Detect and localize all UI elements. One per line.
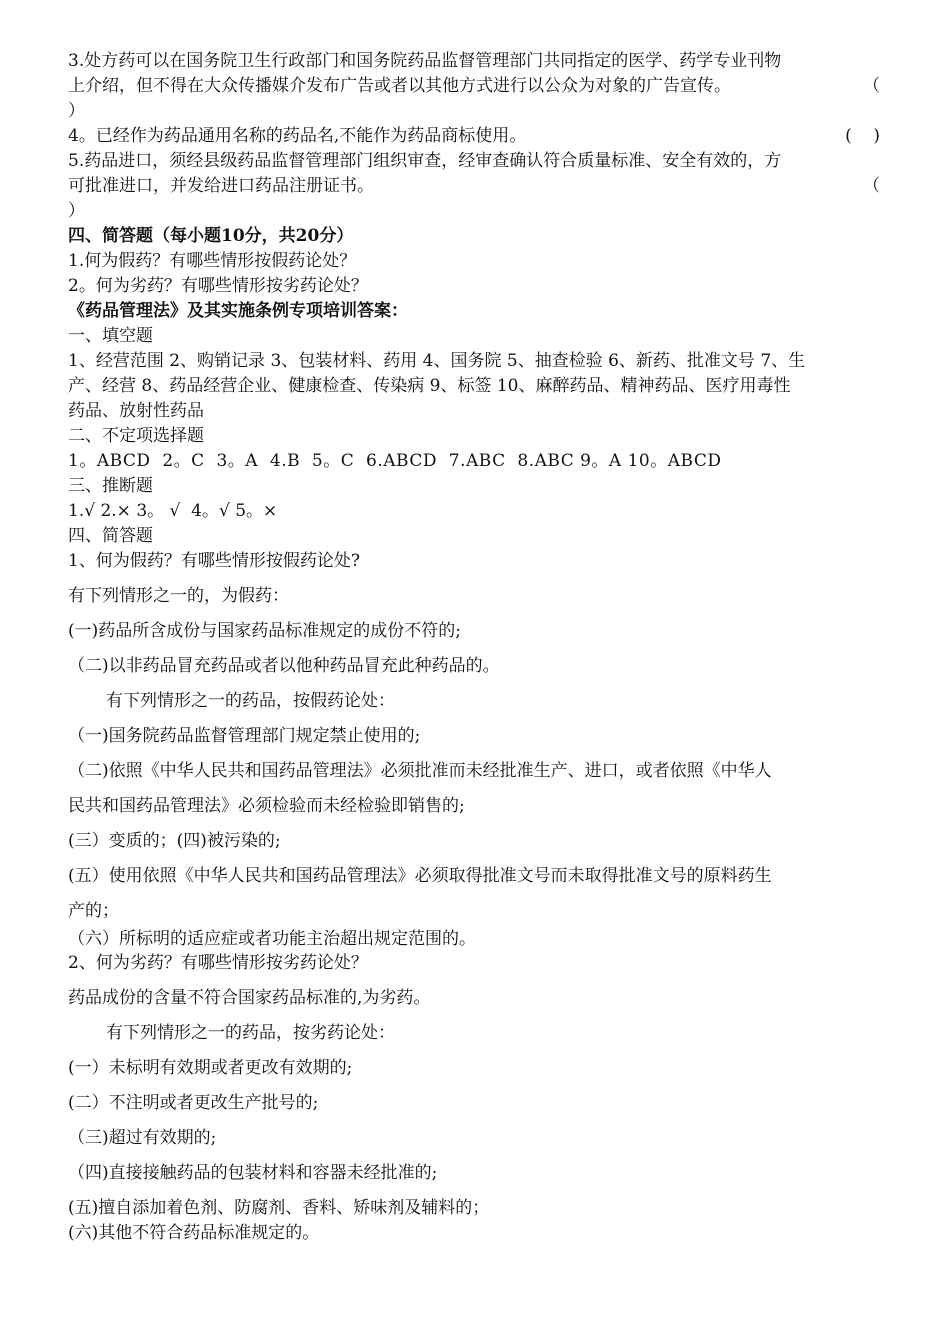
fill-answers-line2: 产、经营 8、药品经营企业、健康检查、传染病 9、标签 10、麻醉药品、精神药品、医疗用毒性 — [68, 376, 791, 396]
answer2-case2: (二）不注明或者更改生产批号的; — [68, 1093, 319, 1113]
short-answer-q2: 2。何为劣药？有哪些情形按劣药论处？ — [68, 276, 368, 296]
choice-answers: 1。ABCD 2。C 3。A 4.B 5。C 6.ABCD 7.ABC 8.ABC 9。A 10。ABCD — [68, 451, 722, 471]
tf-q4 — [68, 124, 880, 149]
answer1-case1: （一)国务院药品监督管理部门规定禁止使用的; — [68, 726, 421, 746]
short-answer-heading: 四、简答题（每小题10分，共20分） — [68, 226, 354, 246]
answer1-item1: (一)药品所含成份与国家药品标准规定的成份不符的; — [68, 621, 461, 641]
short-answer-q1: 1.何为假药？有哪些情形按假药论处？ — [68, 251, 357, 271]
answer1-item2: （二)以非药品冒充药品或者以他种药品冒充此种药品的。 — [68, 656, 500, 676]
tf-q5-line2 — [68, 174, 880, 199]
answer1-intro2: 有下列情形之一的药品，按假药论处： — [106, 691, 395, 711]
answer1-case5-line2: 产的； — [68, 901, 119, 921]
answer1-case5-line1: (五）使用依照《中华人民共和国药品管理法》必须取得批准文号而未取得批准文号的原料药生 — [68, 866, 772, 886]
answer2-case6: (六)其他不符合药品标准规定的。 — [68, 1223, 320, 1243]
answer2-question: 2、何为劣药？有哪些情形按劣药论处？ — [68, 953, 368, 973]
tf-q3-line2-text: 上介绍，但不得在大众传播媒介发布广告或者以其他方式进行以公众为对象的广告宣传。 — [68, 76, 731, 96]
answer1-question: 1、何为假药？有哪些情形按假药论处? — [68, 551, 360, 571]
answers-title: 《药品管理法》及其实施条例专项培训答案： — [68, 301, 408, 321]
answer1-case2-line2: 民共和国药品管理法》必须检验而未经检验即销售的; — [68, 796, 465, 816]
tf-q4-paren: ( ) — [845, 126, 880, 146]
answer2-case3: （三)超过有效期的; — [68, 1128, 217, 1148]
answer1-case6: （六）所标明的适应症或者功能主治超出规定范围的。 — [68, 929, 476, 949]
tf-q5-paren-open: （ — [863, 176, 880, 196]
tf-q5-line2-text: 可批准进口，并发给进口药品注册证书。 — [68, 176, 374, 196]
answer2-case1: (一）未标明有效期或者更改有效期的; — [68, 1058, 353, 1078]
tf-q3-line2 — [68, 74, 880, 99]
answer2-intro2: 有下列情形之一的药品，按劣药论处： — [106, 1023, 395, 1043]
answer1-intro: 有下列情形之一的，为假药： — [68, 586, 289, 606]
tf-q3-paren-close: ） — [68, 101, 85, 121]
tf-q3-line1: 3.处方药可以在国务院卫生行政部门和国务院药品监督管理部门共同指定的医学、药学专业刊物 — [68, 51, 782, 71]
answer2-intro: 药品成份的含量不符合国家药品标准的,为劣药。 — [68, 988, 431, 1008]
judge-answers: 1.√ 2.× 3。 √ 4。√ 5。× — [68, 501, 278, 521]
judge-heading: 三、推断题 — [68, 476, 153, 496]
fill-heading: 一、填空题 — [68, 326, 153, 346]
answer2-case4: （四)直接接触药品的包装材料和容器未经批准的; — [68, 1163, 438, 1183]
tf-q4-text: 4。已经作为药品通用名称的药品名,不能作为药品商标使用。 — [68, 126, 527, 146]
answer1-case2-line1: （二)依照《中华人民共和国药品管理法》必须批准而未经批准生产、进口，或者依照《中华人 — [68, 761, 772, 781]
short-heading: 四、简答题 — [68, 526, 153, 546]
answer1-case3-4: (三）变质的；(四)被污染的; — [68, 831, 281, 851]
tf-q5-paren-close: ） — [68, 201, 85, 221]
choice-heading: 二、不定项选择题 — [68, 426, 204, 446]
tf-q3-paren-open: （ — [863, 76, 880, 96]
answer2-case5: (五)擅自添加着色剂、防腐剂、香料、矫味剂及辅料的； — [68, 1198, 490, 1218]
tf-q5-line1: 5.药品进口，须经县级药品监督管理部门组织审查，经审查确认符合质量标准、安全有效的，方 — [68, 151, 782, 171]
fill-answers-line3: 药品、放射性药品 — [68, 401, 204, 421]
fill-answers-line1: 1、经营范围 2、购销记录 3、包装材料、药用 4、国务院 5、抽查检验 6、新药、批准文号 7、生 — [68, 351, 806, 371]
